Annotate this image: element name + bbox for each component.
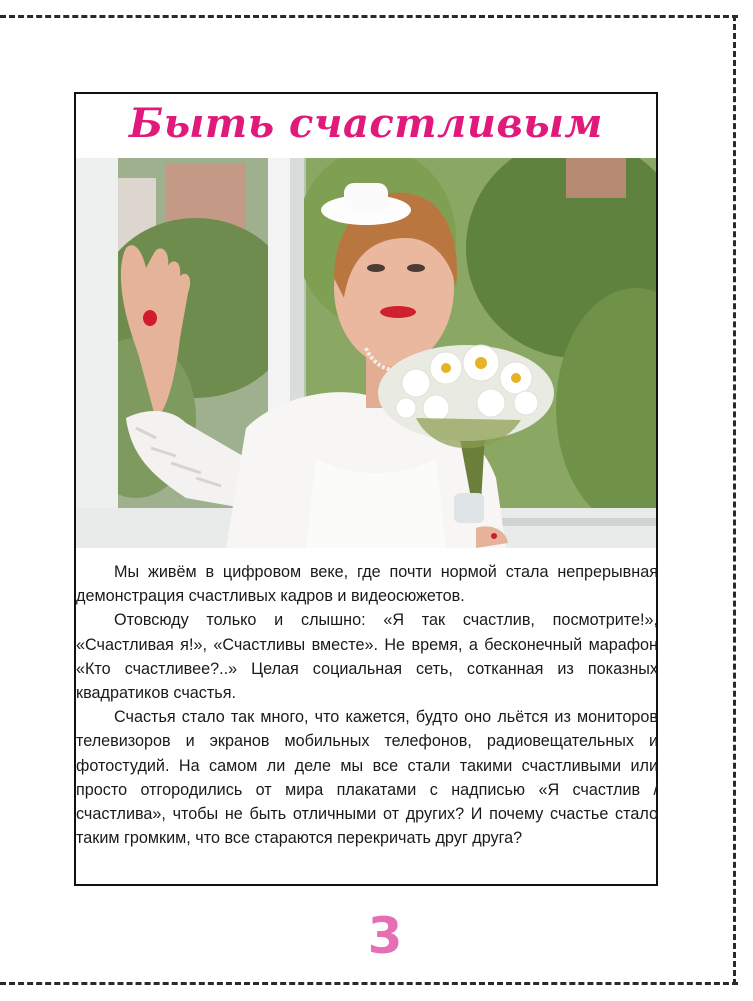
article-text <box>76 560 660 850</box>
bride-with-daisy-bouquet-photo <box>76 158 656 548</box>
page-number: 3 <box>367 907 403 965</box>
cut-line-bottom <box>0 982 738 985</box>
bride-photo <box>76 158 656 548</box>
article-paragraph-2: Отовсюду только и слышно: «Я так счастлив, посмотрите!», «Счастливая я!», «Счастливы вместе». Не время, а бесконечный марафон «Кто счастливее?..» Целая социальная сеть, сотканная из показных квадратиков счастья. <box>76 611 658 703</box>
article-paragraph-1: Мы живём в цифровом веке, где почти нормой стала непрерывная демонстрация счастливых кадров и видеосюжетов. <box>76 563 658 606</box>
page-title: Быть счастливым <box>129 100 603 147</box>
cut-line-right <box>733 15 736 985</box>
page-frame <box>74 92 658 886</box>
cut-line-top <box>0 15 738 18</box>
article-paragraph-3: Счастья стало так много, что кажется, будто оно льётся из мониторов телевизоров и экранов мобильных телефонов, радиовещательных и фотостудий. На самом ли деле мы все стали такими счастливыми или просто отгородились от мира плакатами с надписью «Я счастлив / счастлива», чтобы не быть отличными от других? И почему счастье стало таким громким, что все стараются перекричать друг друга? <box>76 708 658 848</box>
